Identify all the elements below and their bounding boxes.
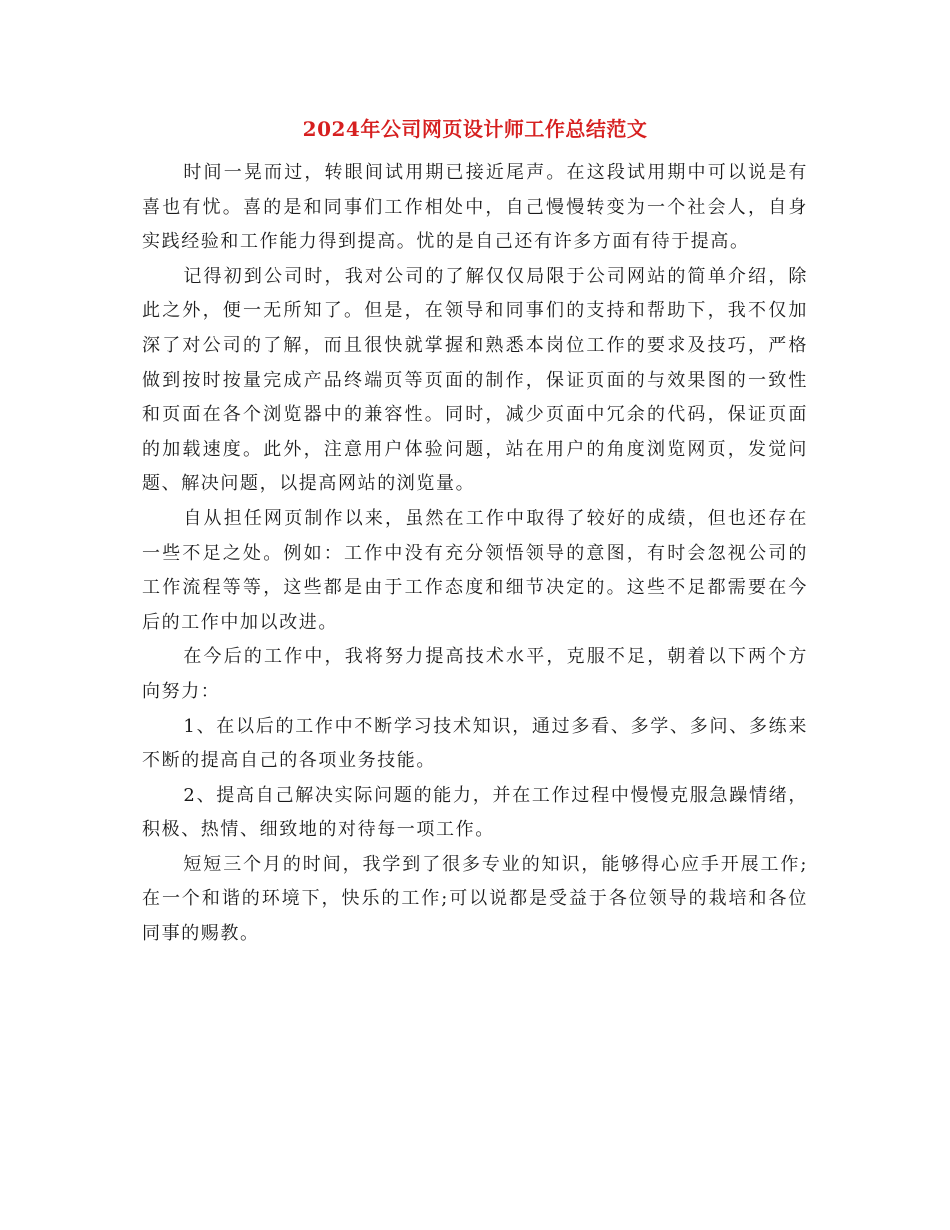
paragraph-plan-intro: 在今后的工作中，我将努力提高技术水平，克服不足，朝着以下两个方向努力：	[142, 646, 808, 702]
document-body	[142, 156, 808, 952]
paragraph-intro: 时间一晃而过，转眼间试用期已接近尾声。在这段试用期中可以说是有喜也有忧。喜的是和同事们工作相处中，自己慢慢转变为一个社会人，自身实践经验和工作能力得到提高。忧的是自己还有许多方面有待于提高。	[142, 162, 808, 253]
paragraph-plan-item-2: 2、提高自己解决实际问题的能力，并在工作过程中慢慢克服急躁情绪，积极、热情、细致地的对待每一项工作。	[142, 784, 808, 841]
paragraph-experience: 记得初到公司时，我对公司的了解仅仅局限于公司网站的简单介绍，除此之外，便一无所知了。但是，在领导和同事们的支持和帮助下，我不仅加深了对公司的了解，而且很快就掌握和熟悉本岗位工作的要求及技巧，严格做到按时按量完成产品终端页等页面的制作，保证页面的与效果图的一致性和页面在各个浏览器中的兼容性。同时，减少页面中冗余的代码，保证页面的加载速度。此外，注意用户体验问题，站在用户的角度浏览网页，发觉问题、解决问题，以提高网站的浏览量。	[142, 265, 808, 495]
paragraph-plan-item-1: 1、在以后的工作中不断学习技术知识，通过多看、多学、多问、多练来不断的提高自己的各项业务技能。	[142, 715, 808, 772]
paragraph-conclusion: 短短三个月的时间，我学到了很多专业的知识，能够得心应手开展工作;在一个和谐的环境下，快乐的工作;可以说都是受益于各位领导的栽培和各位同事的赐教。	[142, 853, 808, 945]
document-title: 2024年公司网页设计师工作总结范文	[302, 117, 648, 141]
paragraph-shortcomings: 自从担任网页制作以来，虽然在工作中取得了较好的成绩，但也还存在一些不足之处。例如：工作中没有充分领悟领导的意图，有时会忽视公司的工作流程等等，这些都是由于工作态度和细节决定的。这些不足都需要在今后的工作中加以改进。	[142, 507, 808, 633]
